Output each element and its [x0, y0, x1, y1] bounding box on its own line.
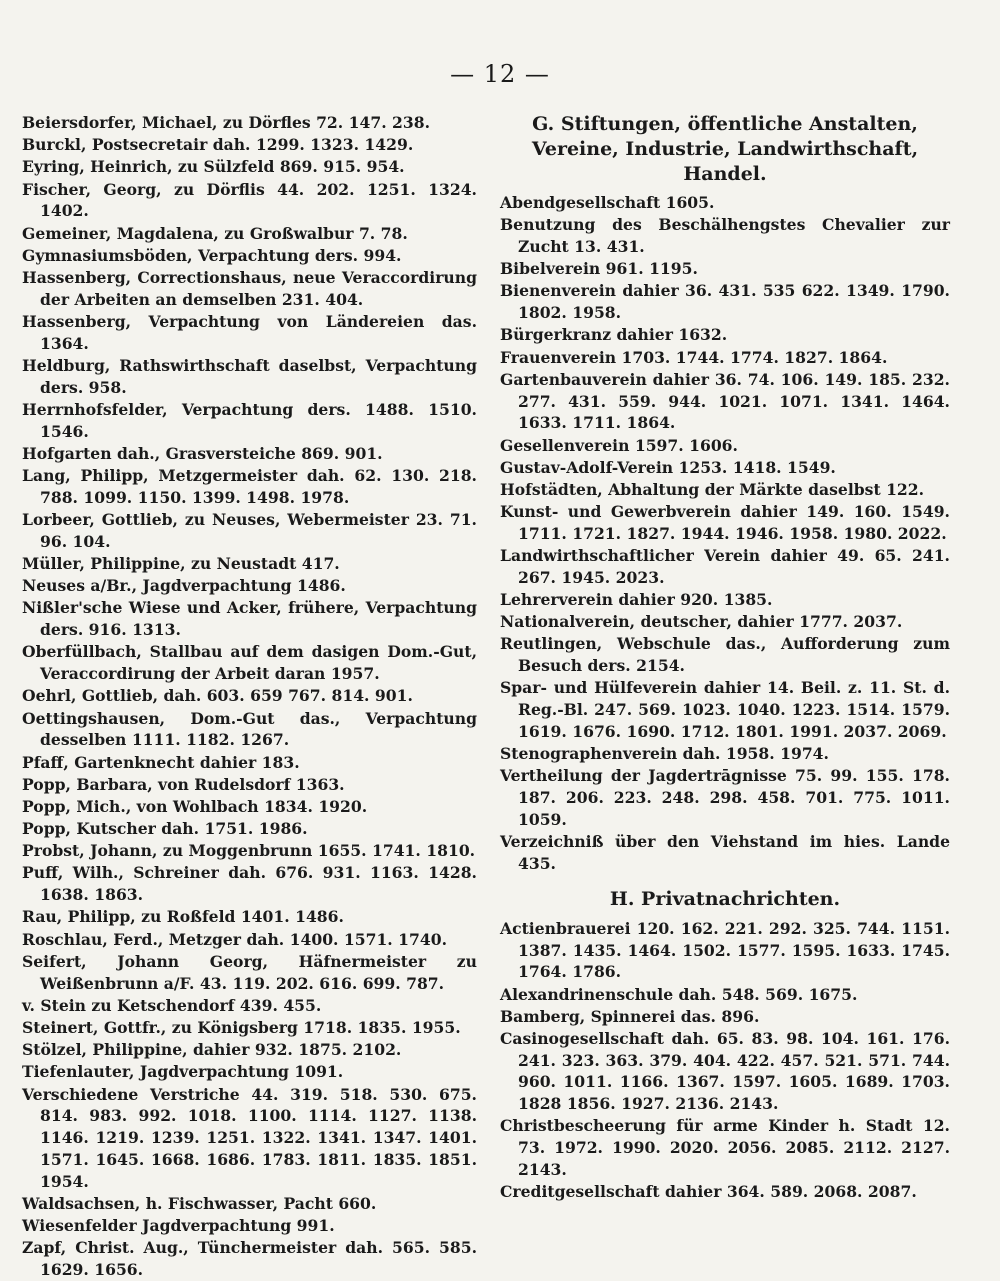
index-entry: Hofgarten dah., Grasversteiche 869. 901.	[22, 443, 383, 463]
index-entry: Vertheilung der Jagdertrāgnisse 75. 99. 155. 178. 187. 206. 223. 248. 298. 458. 701. 775. 1011. 1059.	[500, 766, 950, 829]
index-entry: Verschiedene Verstriche 44. 319. 518. 530. 675. 814. 983. 992. 1018. 1100. 1114. 1127. 1138. 1146. 1219. 1239. 1251. 1322. 1341. 1347. 1401. 1571. 1645. 1668. 1686. 1783. 1811. 1835. 1851. 1954.	[22, 1084, 477, 1191]
index-entry: Waldsachsen, h. Fischwasser, Pacht 660.	[22, 1193, 377, 1213]
index-entry: Hofstädten, Abhaltung der Märkte daselbst 122.	[500, 479, 925, 499]
index-entry: Hassenberg, Verpachtung von Ländereien das. 1364.	[22, 311, 477, 353]
index-entry: Reutlingen, Webschule das., Aufforderung zum Besuch ders. 2154.	[500, 634, 950, 676]
index-entry: Tiefenlauter, Jagdverpachtung 1091.	[22, 1062, 344, 1082]
index-entry: Beiersdorfer, Michael, zu Dörfles 72. 147. 238.	[22, 113, 431, 132]
index-entry: Benutzung des Beschälhengstes Chevalier zur Zucht 13. 431.	[500, 215, 950, 256]
index-entry: Lang, Philipp, Metzgermeister dah. 62. 130. 218. 788. 1099. 1150. 1399. 1498. 1978.	[22, 466, 477, 507]
index-entry: Oberfüllbach, Stallbau auf dem dasigen Dom.-Gut, Veraccordirung der Arbeit daran 1957.	[22, 642, 477, 684]
index-entry: Alexandrinenschule dah. 548. 569. 1675.	[500, 984, 858, 1004]
index-entry: Abendgesellschaft 1605.	[500, 193, 715, 212]
index-entry: Lehrerverein dahier 920. 1385.	[500, 590, 773, 610]
index-entry: Gymnasiumsböden, Verpachtung ders. 994.	[22, 245, 402, 265]
index-entry: Popp, Barbara, von Rudelsdorf 1363.	[22, 774, 345, 794]
index-entry: Popp, Mich., von Wohlbach 1834. 1920.	[22, 796, 368, 816]
index-entry: Neuses a/Br., Jagdverpachtung 1486.	[22, 576, 346, 596]
index-entry: Roschlau, Ferd., Metzger dah. 1400. 1571. 1740.	[22, 929, 447, 949]
index-entry: Rau, Philipp, zu Roßfeld 1401. 1486.	[22, 907, 344, 927]
index-entry: Casinogesellschaft dah. 65. 83. 98. 104. 161. 176. 241. 323. 363. 379. 404. 422. 457. 521. 571. 744. 960. 1011. 1166. 1367. 1597. 1605. 1689. 1703. 1828 1856. 1927. 2136. 2143.	[500, 1028, 950, 1114]
index-entry: Gesellenverein 1597. 1606.	[500, 435, 738, 455]
index-entry: Landwirthschaftlicher Verein dahier 49. 65. 241. 267. 1945. 2023.	[500, 546, 950, 587]
section-g-list	[500, 192, 950, 875]
index-entry: Bamberg, Spinnerei das. 896.	[500, 1006, 760, 1026]
index-entry: Gartenbauverein dahier 36. 74. 106. 149. 185. 232. 277. 431. 559. 944. 1021. 1071. 1341. 1464. 1633. 1711. 1864.	[500, 369, 950, 433]
index-entry: Bibelverein 961. 1195.	[500, 259, 698, 279]
index-entry: Pfaff, Gartenknecht dahier 183.	[22, 752, 300, 772]
page-number: — 12 —	[450, 60, 550, 88]
index-entry: Stölzel, Philippine, dahier 932. 1875. 2102.	[22, 1040, 402, 1060]
index-entry: Hassenberg, Correctionshaus, neue Veraccordirung der Arbeiten an demselben 231. 404.	[22, 267, 477, 309]
section-heading-h: H. Privatnachrichten.	[609, 887, 841, 910]
left-column	[22, 112, 477, 1281]
index-entry: Kunst- und Gewerbverein dahier 149. 160. 1549. 1711. 1721. 1827. 1944. 1946. 1958. 1980. 2022.	[500, 502, 950, 543]
index-entry: Zapf, Christ. Aug., Tünchermeister dah. 565. 585. 1629. 1656.	[22, 1238, 477, 1280]
index-entry: Creditgesellschaft dahier 364. 589. 2068. 2087.	[500, 1182, 917, 1202]
index-entry: Puff, Wilh., Schreiner dah. 676. 931. 1163. 1428. 1638. 1863.	[22, 863, 477, 905]
index-entry: Herrnhofsfelder, Verpachtung ders. 1488. 1510. 1546.	[22, 399, 477, 441]
index-entry: Probst, Johann, zu Moggenbrunn 1655. 1741. 1810.	[22, 841, 476, 861]
index-entry: Frauenverein 1703. 1744. 1774. 1827. 1864.	[500, 347, 888, 367]
index-entry: Gustav-Adolf-Verein 1253. 1418. 1549.	[500, 457, 836, 477]
index-entry: Nationalverein, deutscher, dahier 1777. 2037.	[500, 612, 903, 632]
index-entry: Lorbeer, Gottlieb, zu Neuses, Webermeister 23. 71. 96. 104.	[22, 510, 477, 551]
index-entry: Oettingshausen, Dom.-Gut das., Verpachtung desselben 1111. 1182. 1267.	[22, 708, 477, 750]
index-entry: v. Stein zu Ketschendorf 439. 455.	[22, 995, 322, 1015]
index-entry: Actienbrauerei 120. 162. 221. 292. 325. 744. 1151. 1387. 1435. 1464. 1502. 1577. 1595. 1633. 1745. 1764. 1786.	[500, 918, 950, 982]
index-entry: Eyring, Heinrich, zu Sülzfeld 869. 915. 954.	[22, 157, 405, 177]
index-entry: Müller, Philippine, zu Neustadt 417.	[22, 554, 340, 574]
right-column	[500, 112, 950, 1203]
index-entry: Oehrl, Gottlieb, dah. 603. 659 767. 814. 901.	[22, 686, 413, 706]
index-entry: Gemeiner, Magdalena, zu Großwalbur 7. 78.	[22, 223, 408, 243]
index-entry: Burckl, Postsecretair dah. 1299. 1323. 1429.	[22, 135, 414, 155]
index-entry: Popp, Kutscher dah. 1751. 1986.	[22, 819, 308, 839]
index-entry: Steinert, Gottfr., zu Königsberg 1718. 1835. 1955.	[22, 1018, 461, 1037]
index-entry: Seifert, Johann Georg, Häfnermeister zu Weißenbrunn a/F. 43. 119. 202. 616. 699. 787.	[22, 951, 477, 993]
section-heading-g: G. Stiftungen, öffentliche Anstalten, Vereine, Industrie, Landwirthschaft, Handel.	[531, 113, 919, 185]
index-entry: Fischer, Georg, zu Dörflis 44. 202. 1251. 1324. 1402.	[22, 179, 477, 221]
index-entry: Bürgerkranz dahier 1632.	[500, 325, 728, 345]
section-h-list	[500, 918, 950, 1203]
index-entry: Nißler'sche Wiese und Acker, frühere, Verpachtung ders. 916. 1313.	[22, 598, 477, 640]
index-entry: Christbescheerung für arme Kinder h. Stadt 12. 73. 1972. 1990. 2020. 2056. 2085. 2112. 2127. 2143.	[500, 1116, 950, 1180]
index-entry: Heldburg, Rathswirthschaft daselbst, Verpachtung ders. 958.	[22, 355, 477, 397]
index-entry: Bienenverein dahier 36. 431. 535 622. 1349. 1790. 1802. 1958.	[500, 281, 950, 323]
index-entry: Spar- und Hülfeverein dahier 14. Beil. z. 11. St. d. Reg.-Bl. 247. 569. 1023. 1040. 1223. 1514. 1579. 1619. 1676. 1690. 1712. 1801. 1991. 2037. 2069.	[500, 678, 950, 741]
index-entry: Stenographenverein dah. 1958. 1974.	[500, 744, 829, 764]
index-entry: Verzeichniß über den Viehstand im hies. Lande 435.	[500, 832, 950, 873]
index-entry: Wiesenfelder Jagdverpachtung 991.	[22, 1216, 335, 1236]
